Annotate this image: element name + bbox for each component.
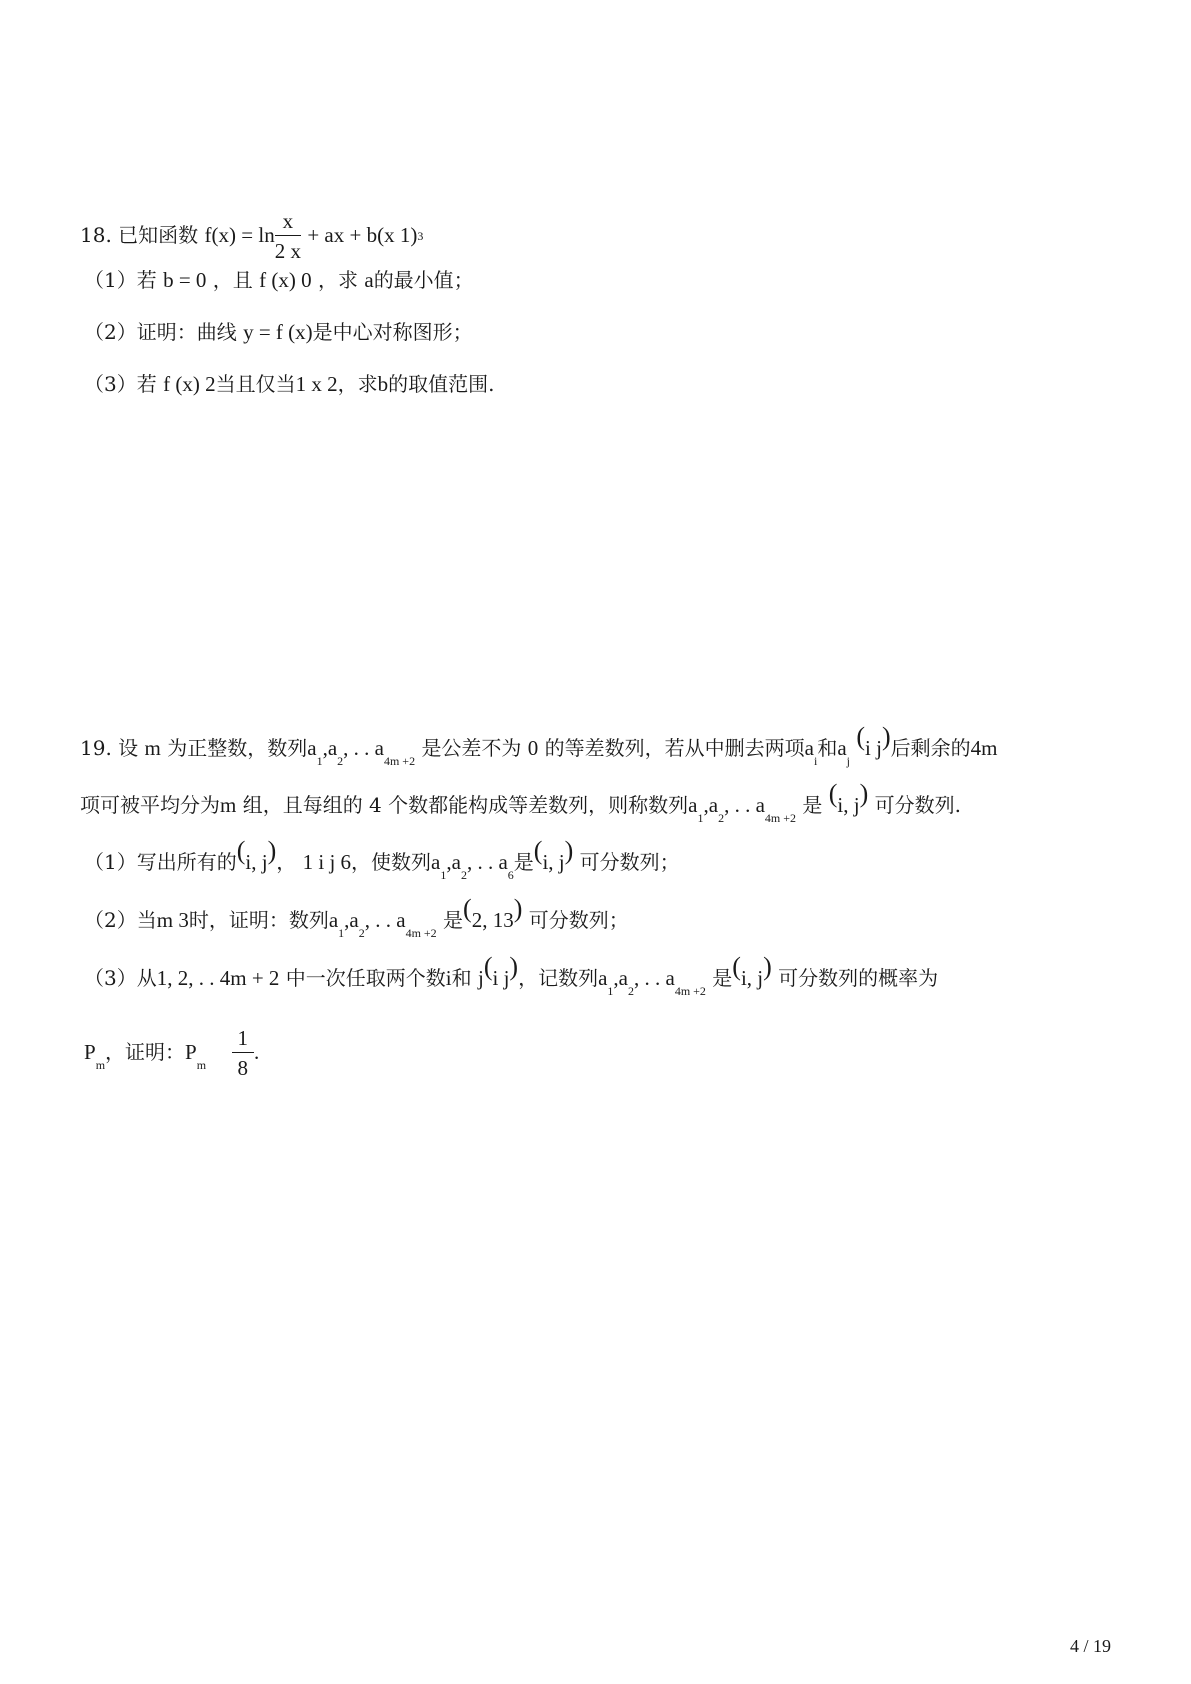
q18-p1-text-e: ，求 (318, 268, 358, 292)
q19-l6-num: 1 (232, 1024, 255, 1053)
q19-l2-sub1: 1 (697, 811, 704, 825)
q19-l5-ij2: (i, j) (732, 952, 772, 990)
q19-l3-a2: a (451, 850, 461, 874)
q19-l2-text-e: 可分数列. (874, 793, 961, 817)
q19-l2-text-d: 是 (802, 793, 823, 817)
q19-l5-text-i: 可分数列的概率为 (778, 966, 939, 990)
q19-l4-ij-text: 2, 13 (471, 908, 514, 932)
q19-l1-sequence: $a_1,a_2$, . . $a_{4m +2}$ (307, 736, 416, 768)
q19-l5-an: a (665, 966, 675, 990)
q18-p1-math-d: f (x) 0 (259, 268, 312, 292)
q19-line2 (80, 779, 961, 825)
q19-l1-ij-text: i j (865, 736, 882, 760)
q19-part3-cont (84, 1024, 259, 1083)
q19-l4-sequence: $a_1,a_2$, . . $a_{4m +2}$ (328, 908, 437, 940)
q19-l3-sub2: 2 (460, 868, 467, 882)
q19-l1-aj-a: a (837, 736, 847, 760)
q19-l6-p: P (84, 1040, 96, 1064)
q19-l5-a1: a (598, 966, 608, 990)
q18-p1-math-b: b = 0 (163, 268, 207, 292)
q19-l1-text-c: 为正整数，数列 (167, 736, 308, 760)
q18-stem-text: 18. 已知函数 (80, 223, 199, 247)
q19-l2-m: m (220, 793, 237, 817)
q19-l1-text-f: 的等差数列，若从中删去两项 (544, 736, 805, 760)
q19-l4-an: a (396, 908, 406, 932)
q19-l1-text-h: 后剩余的 (890, 736, 971, 760)
q19-l4-cond: m 3 (156, 908, 189, 932)
q19-l5-text-g: ，记数列 (518, 966, 599, 990)
q18-fraction-numerator: x (275, 207, 301, 236)
q19-l4-sub3: 4m +2 (405, 926, 437, 940)
q18-p3-math-d: 1 x 2 (295, 372, 338, 396)
q19-l2-ij: (i, j) (828, 779, 869, 817)
q19-l2-sub3: 4m +2 (764, 811, 796, 825)
q19-l1-a1: a (307, 736, 317, 760)
q19-l5-j: j (477, 966, 484, 990)
q19-l6-fraction (232, 1024, 255, 1083)
q19-l1-text-d: 是公差不为 (421, 736, 522, 760)
q19-l5-sub3: 4m +2 (674, 984, 706, 998)
q19-l5-text-c: 中一次任取两个数 (285, 966, 446, 990)
q19-l3-text-e: 是 (513, 850, 534, 874)
q19-l5-range: 1, 2, . . 4m + 2 (156, 966, 280, 990)
page-number: 4 / 19 (1069, 1636, 1111, 1656)
q19-l1-zero: 0 (527, 736, 539, 760)
q19-l3-ij-text: i, j (245, 850, 268, 874)
q18-p3-text-e: ，求 (337, 372, 378, 396)
q19-l5-a2: a (618, 966, 628, 990)
q19-l1-aj-sub: j (846, 754, 850, 768)
q19-l4-a2: a (349, 908, 359, 932)
q18-p3-text-a: （3）若 (84, 372, 157, 396)
q19-l2-sub2: 2 (718, 811, 725, 825)
q19-l2-ij-text: i, j (837, 793, 860, 817)
q19-l3-text-a: （1）写出所有的 (84, 850, 237, 874)
q19-l2-text-c: 组，且每组的 4 个数都能构成等差数列，则称数列 (242, 793, 689, 817)
q19-l1-text-a: 19. 设 (80, 736, 139, 760)
q19-l3-ineq: 1 i j 6 (302, 850, 352, 874)
q18-p2-text-c: 是中心对称图形； (312, 320, 473, 344)
q19-part2 (84, 894, 629, 940)
q19-l3-a1: a (431, 850, 441, 874)
q19-l2-text-a: 项可被平均分为 (80, 793, 220, 817)
q18-p3-math-f: b (377, 372, 389, 396)
q19-l4-sub1: 1 (338, 926, 345, 940)
q19-l5-sequence: $a_1,a_2$, . . $a_{4m +2}$ (598, 966, 706, 998)
q19-l3-sub1: 1 (440, 868, 447, 882)
q19-l6-pm (84, 1040, 106, 1072)
q19-l2-a1: a (688, 793, 698, 817)
q19-l6-m: m (95, 1058, 106, 1072)
q18-p2-math-b: y = f (x) (243, 320, 313, 344)
q18-p1-text-c: ，且 (212, 268, 253, 292)
q19-l1-a2: a (327, 736, 338, 760)
q19-l6-text-a: ，证明： (105, 1040, 186, 1064)
q19-l4-text-c: 时，证明：数列 (188, 908, 329, 932)
q19-l3-ij2: (i, j) (533, 836, 574, 874)
q18-fraction (275, 207, 301, 266)
q19-l1-4m: 4m (970, 736, 998, 760)
q18-p3-text-c: 当且仅当 (215, 372, 296, 396)
q19-l1-ij: (i j) (856, 722, 891, 760)
q19-l1-sub2: 2 (337, 754, 344, 768)
q18-p3-math-b: f (x) 2 (163, 372, 216, 396)
q19-l4-text-e: 可分数列； (528, 908, 629, 932)
q19-l4-text-d: 是 (443, 908, 464, 932)
q19-l3-an: a (498, 850, 508, 874)
q18-p2-text-a: （2）证明：曲线 (84, 320, 237, 344)
q18-part1 (84, 268, 474, 292)
q19-l3-ij: (i, j) (236, 836, 277, 874)
q19-line1 (80, 722, 998, 768)
q18-exponent: 3 (417, 229, 424, 243)
q19-l5-text-e: 和 (451, 966, 472, 990)
q19-l1-text-g: 和 (817, 736, 838, 760)
q18-p1-text-g: 的最小值； (373, 268, 474, 292)
q19-l3-text-f: 可分数列； (579, 850, 680, 874)
q18-part3 (84, 372, 494, 396)
q19-l1-ai (804, 736, 818, 768)
q18-p1-text-a: （1）若 (84, 268, 157, 292)
q19-l4-sub2: 2 (358, 926, 365, 940)
q18-p3-text-g: 的取值范围. (388, 372, 495, 396)
q19-l3-text-b: ， (276, 850, 297, 874)
q19-l3-ij2-text: i, j (542, 850, 565, 874)
q18-fraction-denominator: 2 x (274, 239, 301, 263)
q19-l4-text-a: （2）当 (84, 908, 157, 932)
q19-l5-i: i (445, 966, 452, 990)
q19-l1-sub3: 4m +2 (383, 754, 416, 768)
q19-l6-dot: . (254, 1040, 260, 1064)
q19-l1-ai-a: a (804, 736, 814, 760)
q19-l5-text-h: 是 (712, 966, 733, 990)
q19-l1-sub1: 1 (316, 754, 323, 768)
q19-l6-m2: m (196, 1058, 207, 1072)
q19-l5-sub2: 2 (628, 984, 634, 998)
q19-l2-an: a (755, 793, 765, 817)
q19-l4-a1: a (328, 908, 339, 932)
q19-l1-an: a (374, 736, 384, 760)
q19-l3-text-d: ，使数列 (351, 850, 432, 874)
q19-l6-pm2 (185, 1040, 207, 1072)
q19-l5-ij-text: i j (492, 966, 510, 990)
q18-stem (80, 207, 423, 266)
q19-l1-m: m (144, 736, 161, 760)
q19-l5-ij: (i j) (483, 952, 519, 990)
q19-part1 (84, 836, 680, 882)
q19-l1-ai-sub: i (813, 754, 818, 768)
q19-l2-sequence: $a_1,a_2$, . . $a_{4m +2}$ (688, 793, 796, 825)
q19-l6-p2: P (185, 1040, 197, 1064)
q19-l3-sequence: $a_1,a_2$, . . $a_6$ (431, 850, 514, 882)
q18-function-name: f(x) = ln (204, 223, 275, 247)
q19-l5-ij2-text: i, j (740, 966, 764, 990)
q18-part2 (84, 320, 473, 344)
q19-l1-aj (837, 736, 850, 768)
q19-l3-sub6: 6 (507, 868, 514, 882)
q19-l5-sub1: 1 (607, 984, 614, 998)
q19-part3 (84, 952, 939, 998)
q19-l5-text-a: （3）从 (84, 966, 157, 990)
q19-l4-ij: (2, 13) (463, 894, 523, 932)
q19-l6-den: 8 (237, 1056, 248, 1080)
q18-p1-math-f: a (364, 268, 374, 292)
q19-l2-a2: a (708, 793, 719, 817)
q18-function-tail: + ax + b(x 1) (307, 223, 418, 247)
